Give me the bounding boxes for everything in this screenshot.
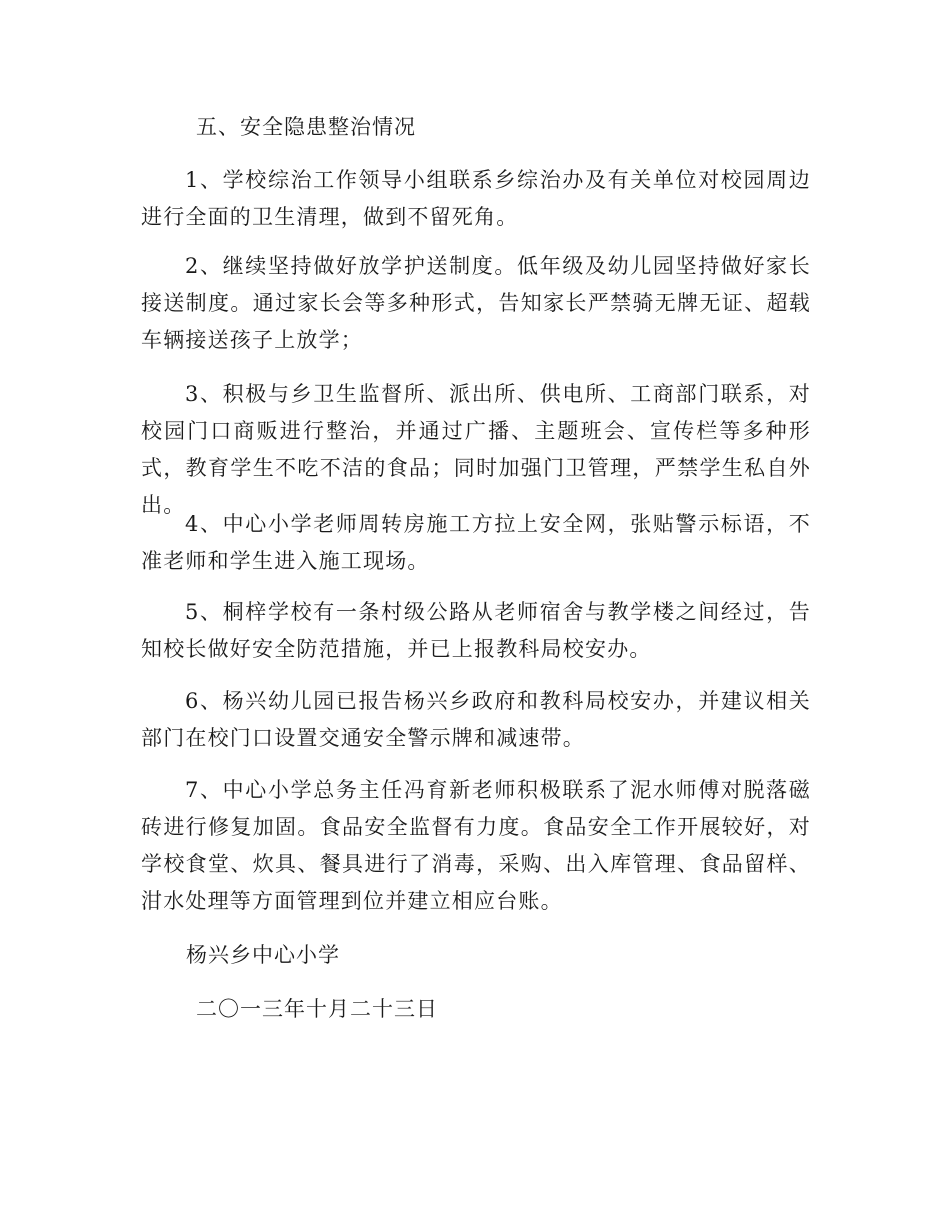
document-date: 二〇一三年十月二十三日 bbox=[196, 997, 438, 1021]
paragraph-2: 2、继续坚持做好放学护送制度。低年级及幼儿园坚持做好家长接送制度。通过家长会等多种形式，告知家长严禁骑无牌无证、超载车辆接送孩子上放学； bbox=[141, 254, 811, 352]
paragraph-1: 1、学校综治工作领导小组联系乡综治办及有关单位对校园周边进行全面的卫生清理，做到不留死角。 bbox=[141, 168, 811, 229]
paragraph-7: 7、中心小学总务主任冯育新老师积极联系了泥水师傅对脱落磁砖进行修复加固。食品安全监督有力度。食品安全工作开展较好，对学校食堂、炊具、餐具进行了消毒，采购、出入库管理、食品留样、泔水处理等方面管理到位并建立相应台账。 bbox=[141, 778, 811, 913]
paragraph-4: 4、中心小学老师周转房施工方拉上安全网，张贴警示标语，不准老师和学生进入施工现场。 bbox=[141, 512, 811, 573]
section-heading: 五、安全隐患整治情况 bbox=[196, 115, 416, 139]
paragraph-3: 3、积极与乡卫生监督所、派出所、供电所、工商部门联系，对校园门口商贩进行整治，并通过广播、主题班会、宣传栏等多种形式，教育学生不吃不洁的食品；同时加强门卫管理，严禁学生私自外出。 bbox=[141, 382, 811, 517]
paragraph-6: 6、杨兴幼儿园已报告杨兴乡政府和教科局校安办，并建议相关部门在校门口设置交通安全警示牌和减速带。 bbox=[141, 689, 811, 750]
signer-name: 杨兴乡中心小学 bbox=[186, 943, 340, 967]
paragraph-5: 5、桐梓学校有一条村级公路从老师宿舍与教学楼之间经过，告知校长做好安全防范措施，并已上报教科局校安办。 bbox=[141, 600, 811, 661]
